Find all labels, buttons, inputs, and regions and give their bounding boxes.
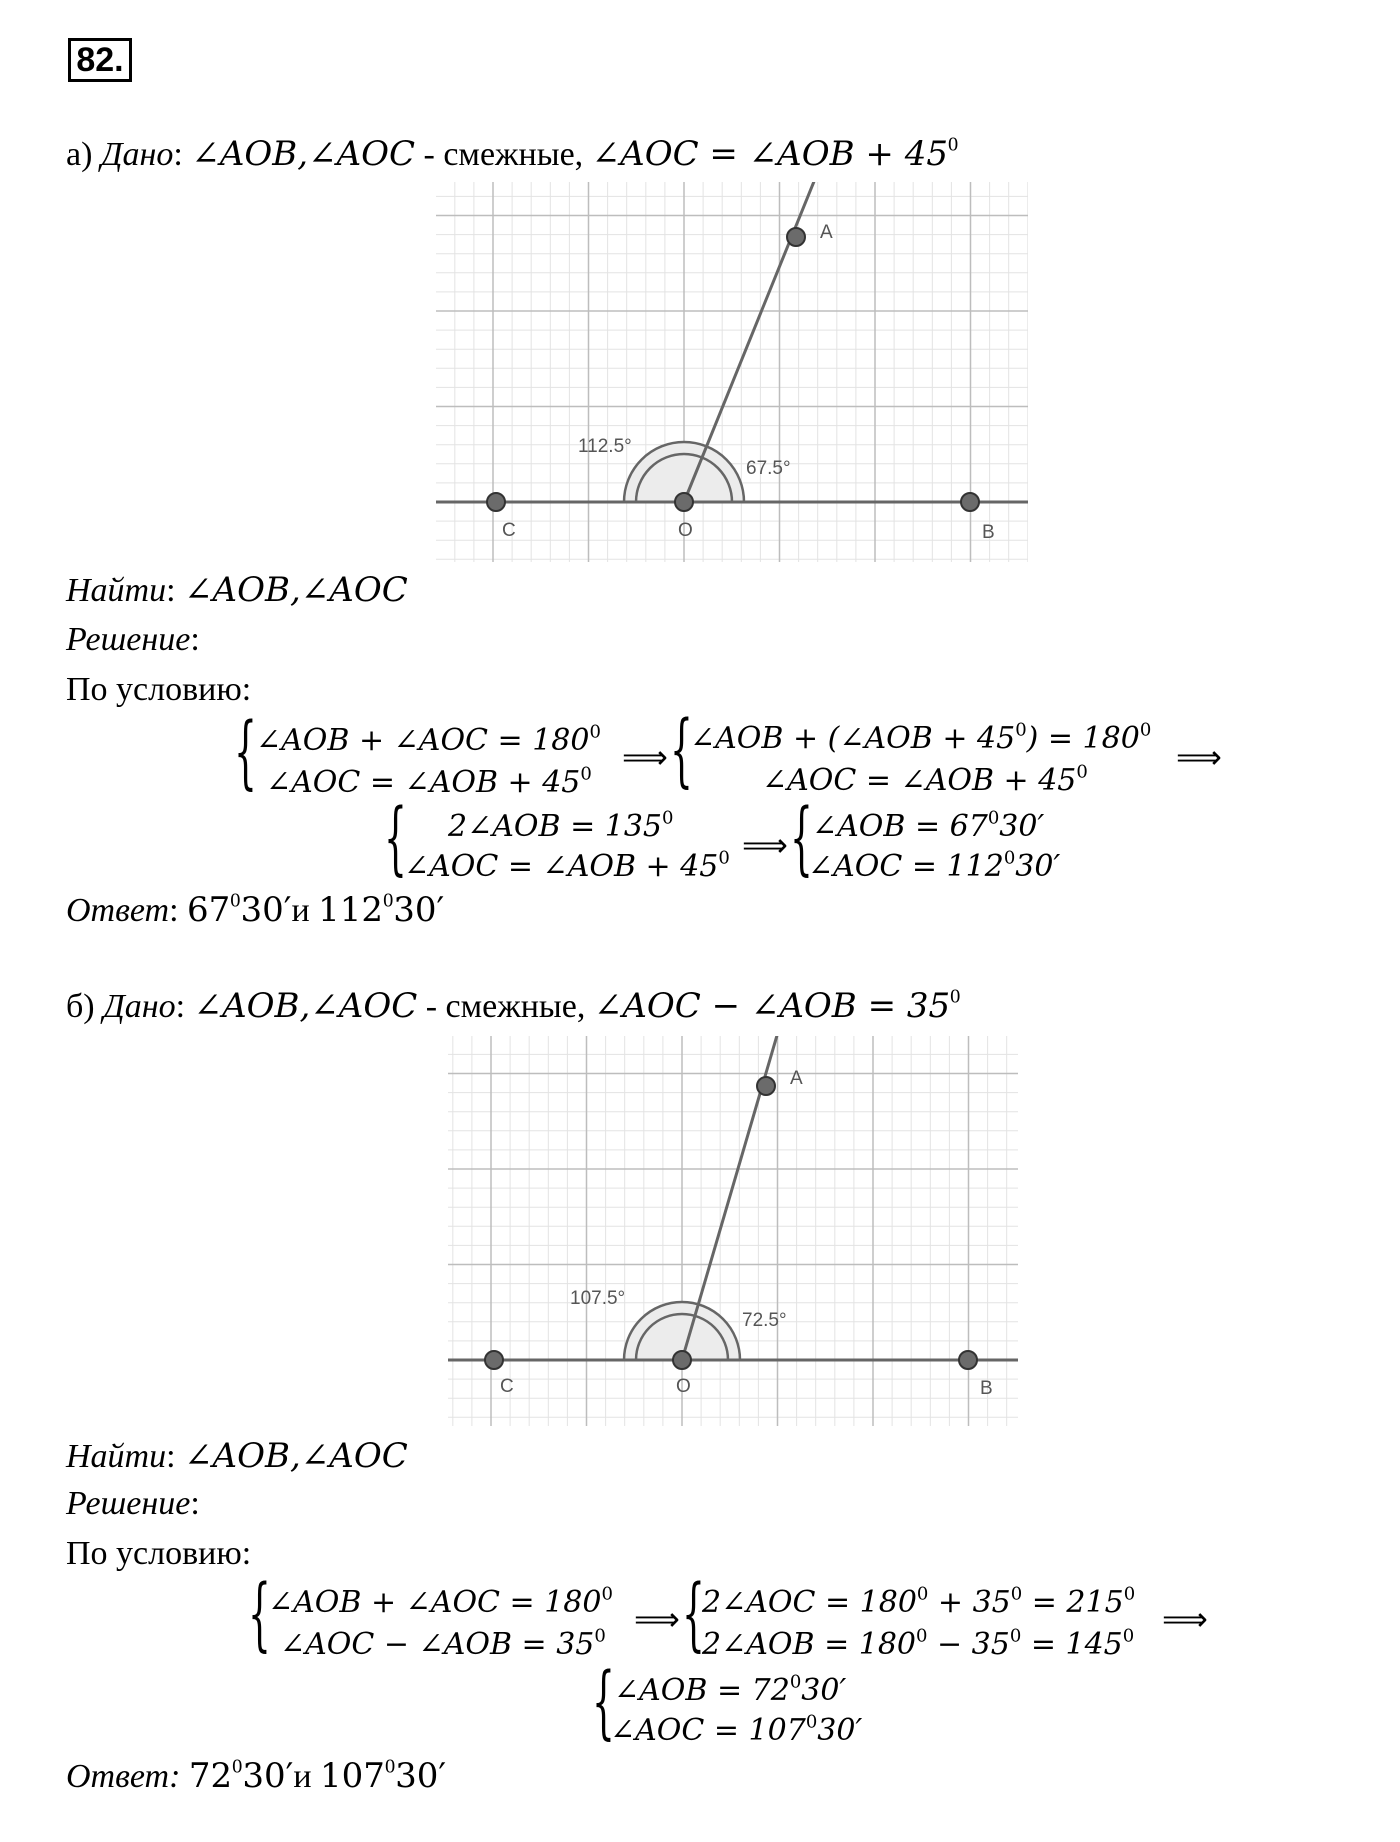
sys1-line2-b: ∠AOC − ∠AOB = $35^0$ <box>280 1625 606 1662</box>
implies-arrow: ⟹ <box>742 826 788 864</box>
brace: { <box>670 703 693 796</box>
angle-left-label: 107.5° <box>570 1288 626 1309</box>
point-c <box>487 493 505 511</box>
point-b <box>961 493 979 511</box>
figure-a <box>436 182 1028 562</box>
answer-a: Ответ: $67^030'и$ $112^030'$ <box>66 889 445 930</box>
sys2-line2-b: 2∠AOB = $180^0 - 35^0 = 145^0$ <box>702 1625 1135 1662</box>
implies-arrow: ⟹ <box>622 738 668 776</box>
solution-line-b: Решение: <box>66 1485 200 1522</box>
sys1-line2-a: ∠AOC = ∠AOB + $45^0$ <box>266 763 592 800</box>
angle-left-label: 112.5° <box>578 436 632 457</box>
label-c: C <box>502 520 516 541</box>
sys4-line2-a: ∠AOC = $112^030'$ <box>808 847 1061 884</box>
point-a <box>757 1077 775 1095</box>
given-line-a: а) Дано: ∠AOB,∠AOC - смежные, ∠AOC = ∠AOB + $45^0$ <box>66 133 959 174</box>
brace: { <box>592 1655 615 1748</box>
brace: { <box>384 791 407 884</box>
angle-right-label: 67.5° <box>746 458 791 479</box>
grid-major <box>436 182 1028 562</box>
given-angles: ∠AOB,∠AOC <box>191 134 416 174</box>
point-c <box>485 1351 503 1369</box>
given-angles: ∠AOB,∠AOC <box>193 986 418 1026</box>
sys2-line1-a: ∠AOB + (∠AOB + $45^0) = 180^0$ <box>690 719 1152 756</box>
answer-label: Ответ <box>66 892 170 929</box>
find-label: Найти <box>66 1438 167 1475</box>
label-o: O <box>678 520 693 541</box>
solution-line-a: Решение: <box>66 621 200 658</box>
given-mid: - смежные, <box>423 136 584 173</box>
point-a <box>787 228 805 246</box>
label-b: B <box>980 1378 993 1399</box>
implies-arrow: ⟹ <box>634 1600 680 1638</box>
implies-arrow: ⟹ <box>1176 738 1222 776</box>
given-mid: - смежные, <box>425 988 586 1025</box>
sys4-line1-a: ∠AOB = $67^030'$ <box>812 807 1045 844</box>
sys2-line2-a: ∠AOC = ∠AOB + $45^0$ <box>762 761 1088 798</box>
sys3-line1-b: ∠AOB = $72^030'$ <box>614 1671 847 1708</box>
label-c: C <box>500 1376 514 1397</box>
given-line-b: б) Дано: ∠AOB,∠AOC - смежные, ∠AOC − ∠AOB = $35^0$ <box>66 985 961 1026</box>
given-label: Дано <box>103 988 176 1025</box>
condition-b: По условию: <box>66 1535 252 1572</box>
brace: { <box>234 705 257 798</box>
answer-label: Ответ: <box>66 1758 181 1795</box>
sys2-line1-b: 2∠AOC = $180^0 + 35^0 = 215^0$ <box>702 1583 1136 1620</box>
sys3-line1-a: 2∠AOB = $135^0$ <box>448 807 674 844</box>
implies-arrow: ⟹ <box>1162 1600 1208 1638</box>
point-o <box>675 493 693 511</box>
brace: { <box>682 1567 705 1660</box>
angle-right-label: 72.5° <box>742 1310 787 1331</box>
sys3-line2-b: ∠AOC = $107^030'$ <box>610 1711 863 1748</box>
label-a: A <box>790 1068 803 1089</box>
given-label: Дано <box>100 136 174 173</box>
part-prefix: б) <box>66 988 95 1025</box>
find-angles: ∠AOB,∠AOC <box>184 570 408 610</box>
figure-b <box>448 1036 1018 1426</box>
sys1-line1-a: ∠AOB + ∠AOC = $180^0$ <box>256 721 601 758</box>
brace: { <box>790 791 813 884</box>
find-line-b: Найти: ∠AOB,∠AOC <box>66 1436 408 1476</box>
answer-b: Ответ: $72^030'и$ $107^030'$ <box>66 1755 447 1796</box>
part-prefix: а) <box>66 136 93 173</box>
label-a: A <box>820 222 833 243</box>
point-o <box>673 1351 691 1369</box>
find-angles: ∠AOB,∠AOC <box>184 1436 408 1476</box>
grid-minor <box>448 1036 1018 1426</box>
label-o: O <box>676 1376 691 1397</box>
problem-number: 82. <box>68 38 132 82</box>
solution-label: Решение <box>66 1485 191 1522</box>
point-b <box>959 1351 977 1369</box>
given-relation: ∠AOC − ∠AOB = 35 <box>593 986 951 1026</box>
grid-minor <box>436 182 1028 562</box>
sys1-line1-b: ∠AOB + ∠AOC = $180^0$ <box>268 1583 613 1620</box>
grid-major <box>448 1036 1018 1426</box>
condition-a: По условию: <box>66 671 252 708</box>
find-label: Найти <box>66 572 167 609</box>
sys3-line2-a: ∠AOC = ∠AOB + $45^0$ <box>404 847 730 884</box>
given-relation: ∠AOC = ∠AOB + 45 <box>591 134 948 174</box>
solution-label: Решение <box>66 621 191 658</box>
brace: { <box>248 1567 271 1660</box>
label-b: B <box>982 522 995 543</box>
find-line-a: Найти: ∠AOB,∠AOC <box>66 570 408 610</box>
